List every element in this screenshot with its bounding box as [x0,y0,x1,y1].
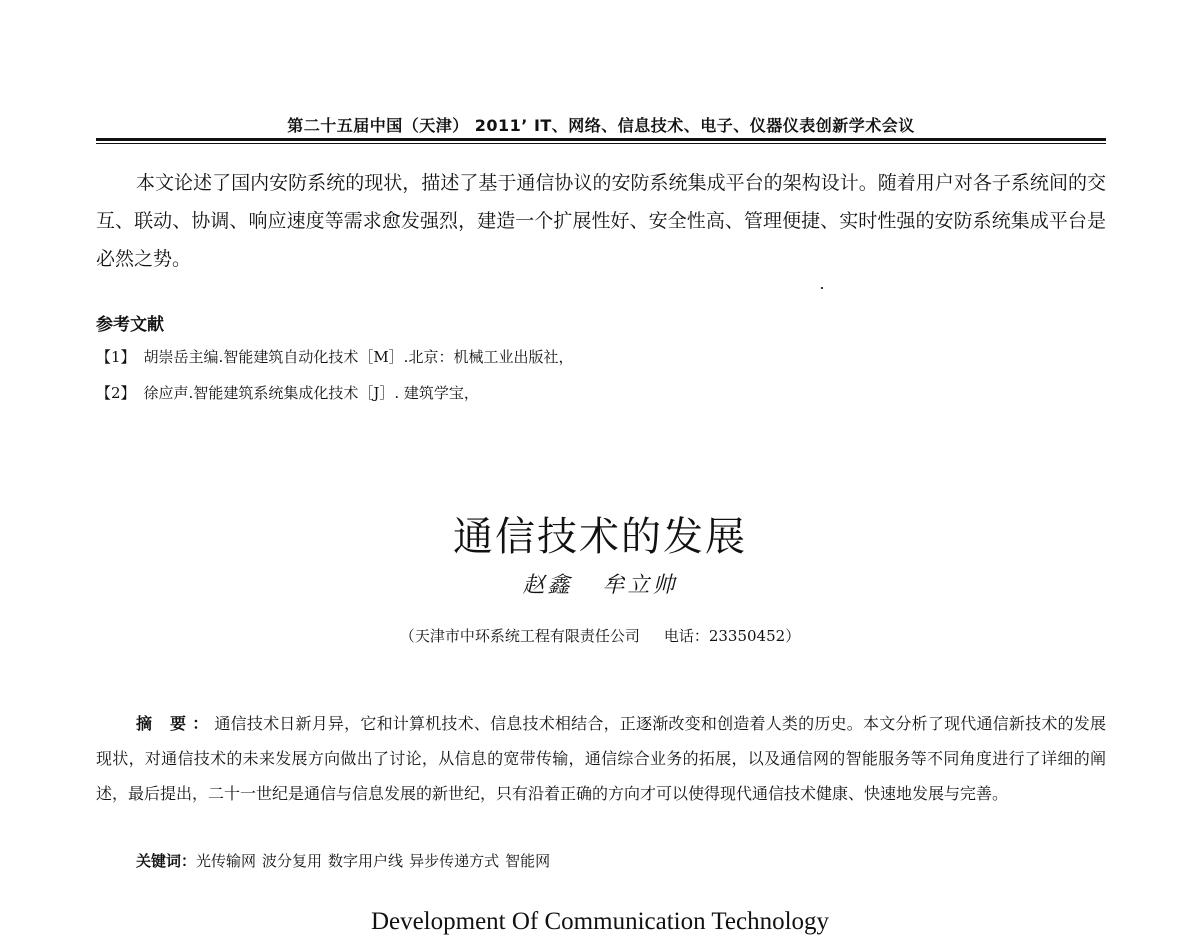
header-rule-thin [96,143,1106,144]
affiliation-close-paren: ） [785,627,801,645]
reference-item [96,346,573,367]
abstract-text: 通信技术日新月异，它和计算机技术、信息技术相结合，正逐渐改变和创造着人类的历史。本文分析了现代通信新技术的发展现状，对通信技术的未来发展方向做出了讨论，从信息的宽带传输，通信综合业务的拓展，以及通信网的智能服务等不同角度进行了详细的阐述，最后提出，二十一世纪是通信与信息发展的新世纪，只有沿着正确的方向才可以使得现代通信技术健康、快速地发展与完善。 [96,714,1106,803]
reference-number: 【1】 [96,348,136,366]
affiliation-open-paren: （ [399,627,415,645]
abstract-label: 摘 要： [136,714,215,733]
header-rule-thick [96,138,1106,141]
keyword: 波分复用 [262,852,323,870]
article-title: 通信技术的发展 [453,514,747,560]
keyword: 智能网 [505,852,551,870]
keywords-label: 关键词： [136,852,197,870]
reference-item [96,382,479,403]
article-authors: 赵鑫 牟立帅 [522,573,678,598]
article-affiliation [0,625,1200,646]
reference-text: 胡崇岳主编.智能建筑自动化技术［M］.北京：机械工业出版社， [143,348,574,366]
abstract [96,706,1106,811]
intro-paragraph: 本文论述了国内安防系统的现状，描述了基于通信协议的安防系统集成平台的架构设计。随着用户对各子系统间的交互、联动、协调、响应速度等需求愈发强烈，建造一个扩展性好、安全性高、管理便捷、实时性强的安防系统集成平台是必然之势。 [96,172,1106,270]
keyword: 光传输网 [196,852,257,870]
reference-text: 徐应声.智能建筑系统集成化技术［J］. 建筑学宝， [143,384,479,402]
scan-speck [821,287,823,289]
english-title: Development Of Communication Technology [370,908,830,935]
running-header: 第二十五届中国（天津） 2011’ IT、网络、信息技术、电子、仪器仪表创新学术会议 [287,116,915,135]
keyword: 异步传递方式 [409,852,500,870]
affiliation-organization: 天津市中环系统工程有限责任公司 [414,627,640,645]
keyword: 数字用户线 [328,852,404,870]
references-heading: 参考文献 [96,315,164,335]
reference-number: 【2】 [96,384,136,402]
affiliation-phone: 电话：23350452 [663,627,786,645]
keywords [136,850,556,871]
